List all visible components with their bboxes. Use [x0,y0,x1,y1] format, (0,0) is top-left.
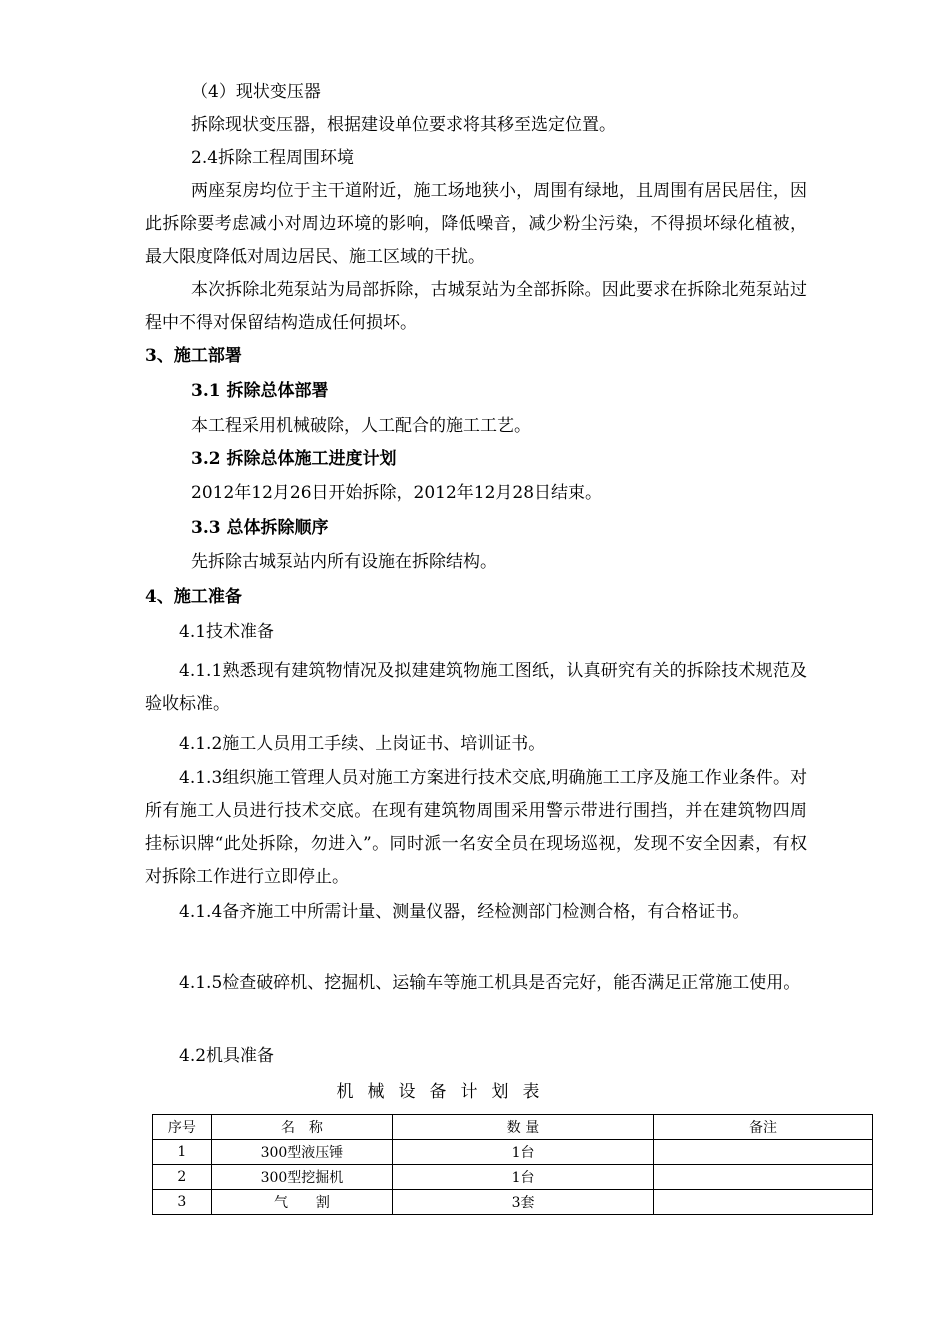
subsection-heading-3-1: 3.1 拆除总体部署 [191,381,329,401]
table-cell [653,1165,872,1190]
table-cell: 气 割 [211,1190,392,1215]
paragraph: 2012年12月26日开始拆除，2012年12月28日结束。 [191,483,603,503]
table-cell: 1台 [393,1140,654,1165]
heading-transformer: （4）现状变压器 [191,82,321,102]
table-cell: 1 [153,1140,212,1165]
header-cell: 序号 [153,1115,212,1140]
table-cell: 300型液压锤 [211,1140,392,1165]
header-cell: 备注 [653,1115,872,1140]
table-row [153,1140,873,1165]
table-row [153,1190,873,1215]
paragraph: 4.1.1熟悉现有建筑物情况及拟建建筑物施工图纸，认真研究有关的拆除技术规范及验收标准。 [145,661,807,714]
paragraph: 4.1.2施工人员用工手续、上岗证书、培训证书。 [179,734,546,754]
table-cell [653,1140,872,1165]
paragraph: 4.1.5检查破碎机、挖掘机、运输车等施工机具是否完好，能否满足正常施工使用。 [179,973,801,993]
table-cell [653,1190,872,1215]
paragraph: 两座泵房均位于主干道附近，施工场地狭小，周围有绿地，且周围有居民居住，因此拆除要考虑减小对周边环境的影响，降低噪音，减少粉尘污染，不得损坏绿化植被，最大限度降低对周边居民、施工区域的干扰。 [145,181,807,267]
paragraph: 先拆除古城泵站内所有设施在拆除结构。 [191,552,497,572]
table-row [153,1165,873,1190]
header-cell: 数 量 [393,1115,654,1140]
table-cell: 300型挖掘机 [211,1165,392,1190]
heading-2-4: 2.4拆除工程周围环境 [191,148,355,168]
header-cell: 名 称 [211,1115,392,1140]
paragraph: 4.1.3组织施工管理人员对施工方案进行技术交底,明确施工工序及施工作业条件。对所有施工人员进行技术交底。在现有建筑物周围采用警示带进行围挡，并在建筑物四周挂标识牌“此处拆除，勿进入”。同时派一名安全员在现场巡视，发现不安全因素，有权对拆除工作进行立即停止。 [145,768,807,887]
table-cell: 3 [153,1190,212,1215]
paragraph: 4.1.4备齐施工中所需计量、测量仪器，经检测部门检测合格，有合格证书。 [179,902,750,922]
paragraph: 拆除现状变压器，根据建设单位要求将其移至选定位置。 [191,115,616,135]
section-heading-3: 3、施工部署 [145,346,242,366]
paragraph: 本工程采用机械破除，人工配合的施工工艺。 [191,416,531,436]
subsection-heading-4-1: 4.1技术准备 [179,622,275,642]
paragraph: 本次拆除北苑泵站为局部拆除，古城泵站为全部拆除。因此要求在拆除北苑泵站过程中不得对保留结构造成任何损坏。 [145,280,807,333]
table-cell: 3套 [393,1190,654,1215]
subsection-heading-4-2: 4.2机具准备 [179,1046,275,1066]
subsection-heading-3-3: 3.3 总体拆除顺序 [191,518,329,538]
table-cell: 1台 [393,1165,654,1190]
table-header-row [153,1115,873,1140]
table-cell: 2 [153,1165,212,1190]
table-caption: 机械设备计划表 [336,1082,554,1102]
section-heading-4: 4、施工准备 [145,587,242,607]
equipment-table [152,1114,873,1215]
subsection-heading-3-2: 3.2 拆除总体施工进度计划 [191,449,397,469]
